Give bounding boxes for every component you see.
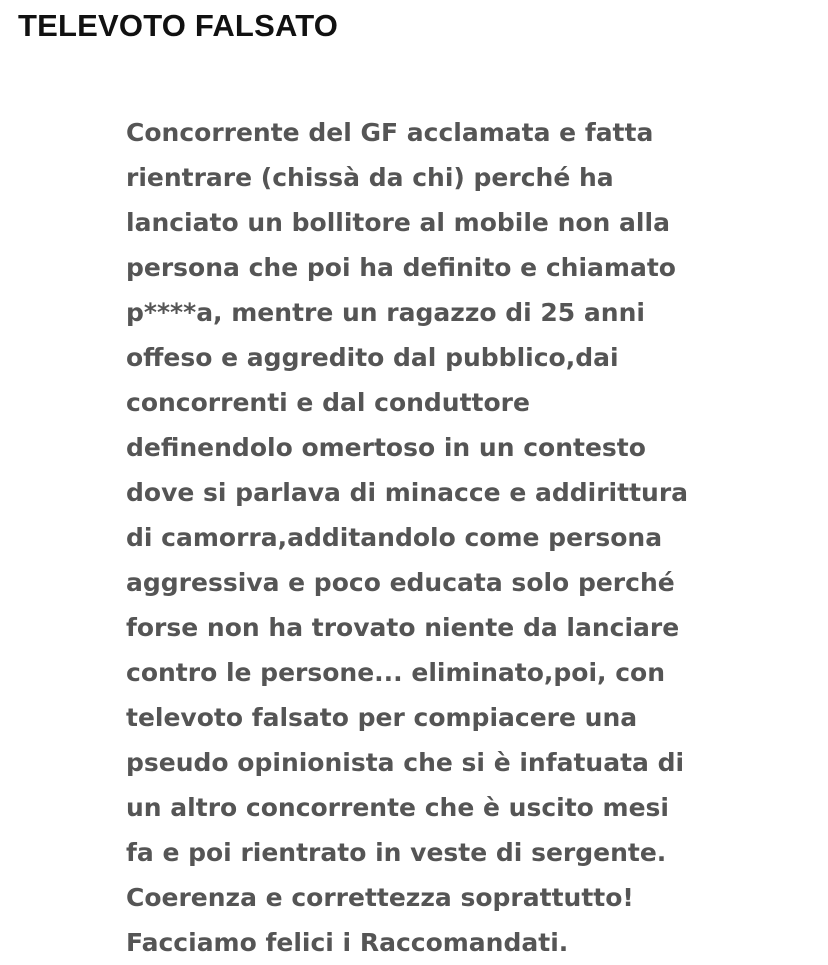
post-line: p****a, mentre un ragazzo di 25 anni [126, 298, 645, 327]
post-text [126, 110, 816, 965]
post-line: fa e poi rientrato in veste di sergente. [126, 838, 667, 867]
post-line: concorrenti e dal conduttore [126, 388, 530, 417]
post-line: offeso e aggredito dal pubblico,dai [126, 343, 619, 372]
post-line: forse non ha trovato niente da lanciare [126, 613, 680, 642]
post-line: televoto falsato per compiacere una [126, 703, 638, 732]
post-line: un altro concorrente che è uscito mesi [126, 793, 669, 822]
post-line: contro le persone... eliminato,poi, con [126, 658, 666, 687]
post-line: Coerenza e correttezza soprattutto! [126, 883, 634, 912]
post-line: Facciamo felici i Raccomandati. [126, 928, 569, 957]
post-line: definendolo omertoso in un contesto [126, 433, 646, 462]
post-line: aggressiva e poco educata solo perché [126, 568, 675, 597]
page-title: TELEVOTO FALSATO [18, 8, 339, 43]
post-line: persona che poi ha definito e chiamato [126, 253, 676, 282]
post-line: pseudo opinionista che si è infatuata di [126, 748, 685, 777]
post-line: dove si parlava di minacce e addirittura [126, 478, 689, 507]
post-line: lanciato un bollitore al mobile non alla [126, 208, 670, 237]
post-line: Concorrente del GF acclamata e fatta [126, 118, 654, 147]
post-line: di camorra,additandolo come persona [126, 523, 663, 552]
post-line: rientrare (chissà da chi) perché ha [126, 163, 614, 192]
